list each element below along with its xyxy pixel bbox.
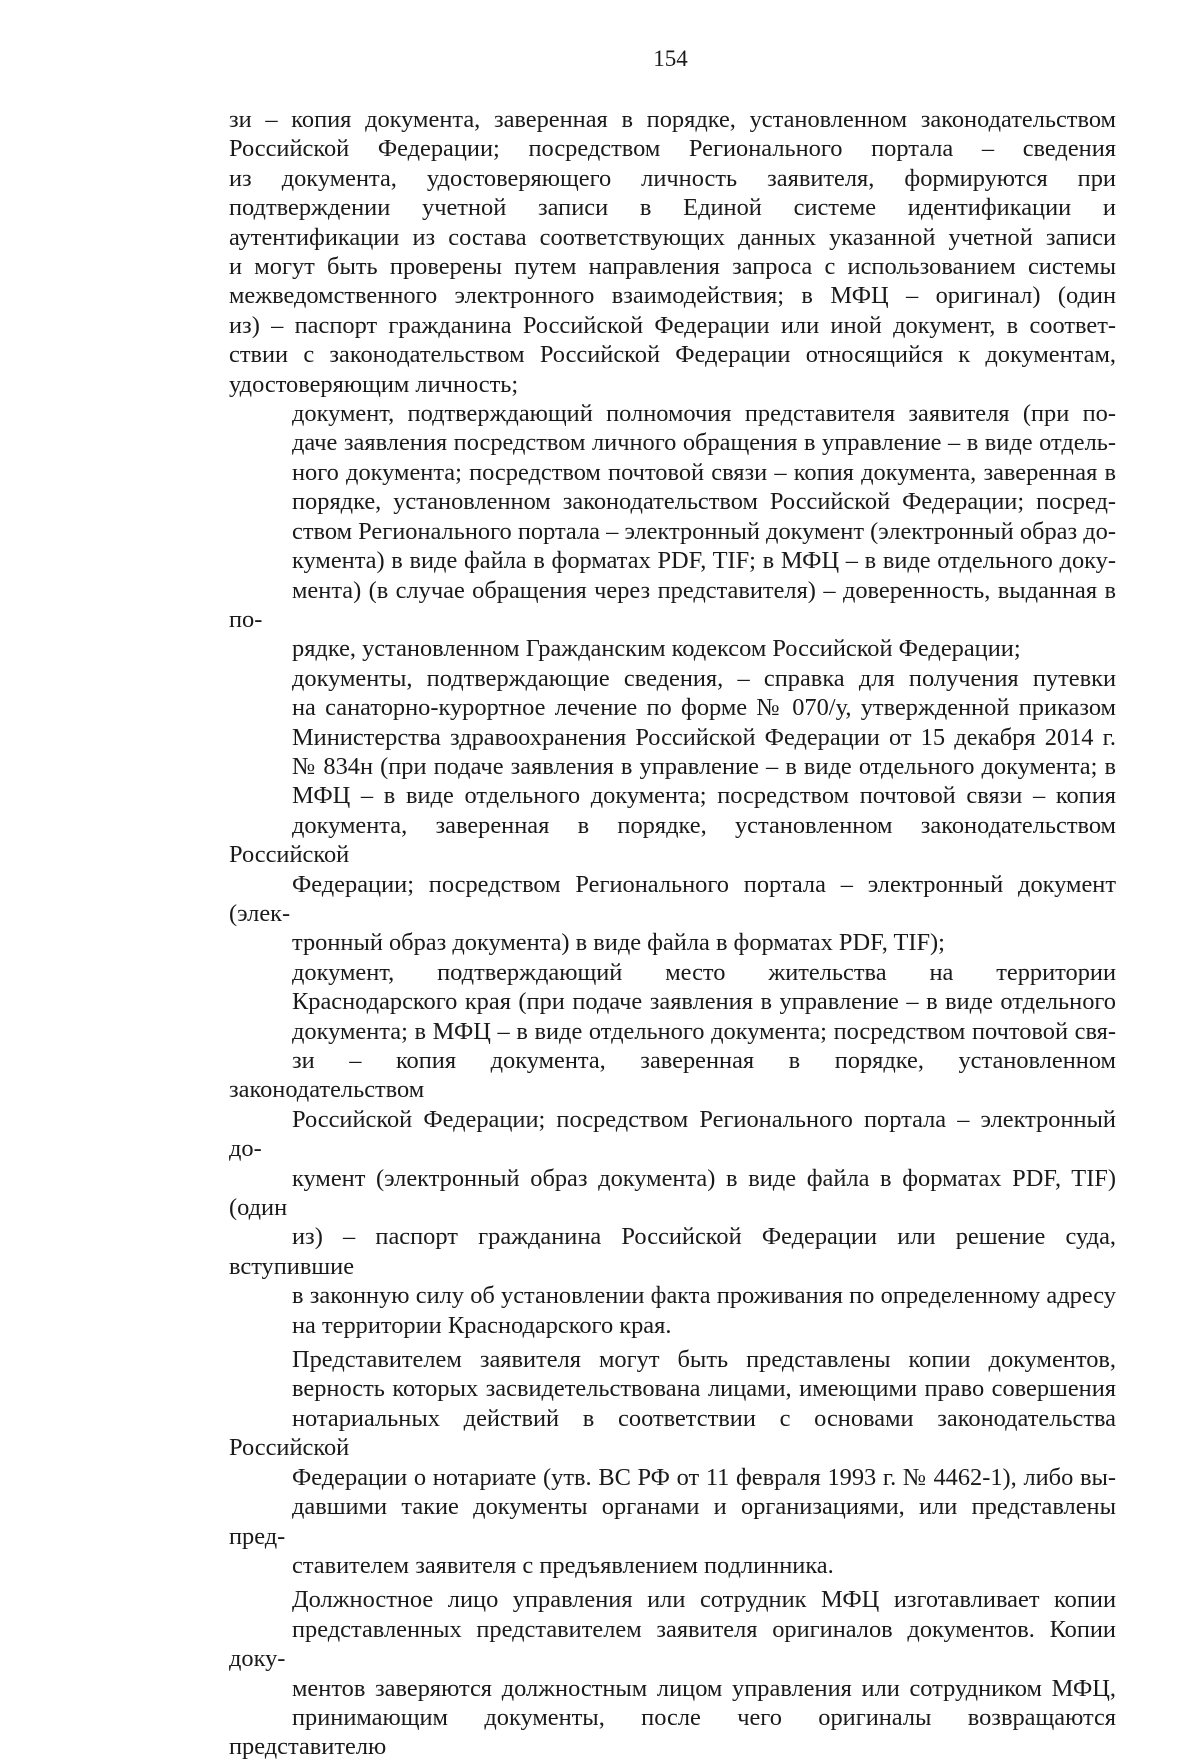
- paragraph-official-copies: [229, 1585, 1116, 1761]
- text-line: принимающим документы, после чего оригиналы возвращаются представителю: [229, 1703, 1116, 1761]
- text-line: Представителем заявителя могут быть представлены копии документов,: [292, 1346, 1116, 1374]
- text-line: ставителем заявителя с предъявлением подлинника.: [292, 1551, 834, 1579]
- text-line: представленных представителем заявителя оригиналов документов. Копии доку-: [229, 1615, 1116, 1673]
- text-line: документ, подтверждающий полномочия представителя заявителя (при по-: [292, 400, 1116, 428]
- text-line: в законную силу об установлении факта проживания по определенному адресу: [292, 1282, 1116, 1310]
- text-line: Российской Федерации; посредством Регионального портала – сведения: [229, 135, 1116, 163]
- text-line: МФЦ – в виде отдельного документа; посредством почтовой связи – копия: [292, 782, 1116, 810]
- body-text: [229, 105, 1116, 1762]
- text-line: порядке, установленном законодательством Российской Федерации; посред-: [292, 488, 1116, 516]
- text-line: подтверждении учетной записи в Единой системе идентификации и: [229, 194, 1116, 222]
- text-line: документ, подтверждающий место жительства на территории: [292, 958, 1116, 986]
- text-line: № 834н (при подаче заявления в управление – в виде отдельного документа; в: [292, 752, 1116, 780]
- paragraph-identity-document: [229, 105, 1116, 399]
- text-line: давшими такие документы органами и организациями, или представлены пред-: [229, 1493, 1116, 1550]
- text-line: ством Регионального портала – электронный документ (электронный образ до-: [292, 517, 1116, 545]
- paragraph-medical-certificate: [229, 664, 1116, 958]
- text-line: даче заявления посредством личного обращения в управление – в виде отдель-: [292, 429, 1116, 457]
- text-line: аутентификации из состава соответствующих данных указанной учетной записи: [229, 223, 1116, 251]
- text-line: ного документа; посредством почтовой связи – копия документа, заверенная в: [292, 458, 1116, 486]
- text-line: Краснодарского края (при подаче заявления в управление – в виде отдельного: [292, 988, 1116, 1016]
- text-line: документа; в МФЦ – в виде отдельного документа; посредством почтовой свя-: [292, 1017, 1116, 1045]
- text-line: документа, заверенная в порядке, установленном законодательством Российской: [229, 811, 1116, 869]
- text-line: из документа, удостоверяющего личность заявителя, формируются при: [229, 164, 1116, 192]
- text-line: Должностное лицо управления или сотрудник МФЦ изготавливает копии: [292, 1586, 1116, 1614]
- text-line: Министерства здравоохранения Российской Федерации от 15 декабря 2014 г.: [292, 723, 1116, 751]
- paragraph-residence-document: [229, 958, 1116, 1340]
- text-line: зи – копия документа, заверенная в порядке, установленном законодательством: [229, 106, 1116, 133]
- text-line: нотариальных действий в соответствии с основами законодательства Российской: [229, 1404, 1116, 1462]
- text-line: Федерации; посредством Регионального портала – электронный документ (элек-: [229, 870, 1116, 927]
- text-line: из) – паспорт гражданина Российской Федерации или иной документ, в соответ-: [229, 311, 1116, 339]
- text-line: на санаторно-курортное лечение по форме № 070/у, утвержденной приказом: [292, 694, 1116, 722]
- text-line: мента) (в случае обращения через представителя) – доверенность, выданная в по-: [229, 576, 1116, 633]
- text-line: на территории Краснодарского края.: [292, 1311, 672, 1339]
- text-line: из) – паспорт гражданина Российской Федерации или решение суда, вступившие: [229, 1223, 1116, 1280]
- text-line: зи – копия документа, заверенная в порядке, установленном законодательством: [229, 1047, 1116, 1104]
- paragraph-notarized-copies: [229, 1345, 1116, 1580]
- text-line: ментов заверяются должностным лицом управления или сотрудником МФЦ,: [292, 1674, 1116, 1702]
- text-line: ствии с законодательством Российской Федерации относящийся к документам,: [229, 341, 1116, 369]
- paragraph-representative-authority: [229, 399, 1116, 664]
- text-line: кумент (электронный образ документа) в виде файла в форматах PDF, TIF) (один: [229, 1164, 1116, 1222]
- text-line: документы, подтверждающие сведения, – справка для получения путевки: [292, 664, 1116, 692]
- text-line: Федерации о нотариате (утв. ВС РФ от 11 февраля 1993 г. № 4462-1), либо вы-: [292, 1463, 1116, 1491]
- text-line: и могут быть проверены путем направления запроса с использованием системы: [229, 253, 1116, 281]
- text-line: верность которых засвидетельствована лицами, имеющими право совершения: [292, 1375, 1116, 1403]
- text-line: кумента) в виде файла в форматах PDF, TIF; в МФЦ – в виде отдельного доку-: [292, 547, 1116, 575]
- page-number: 154: [653, 46, 688, 71]
- text-line: межведомственного электронного взаимодействия; в МФЦ – оригинал) (один: [229, 282, 1116, 310]
- text-line: тронный образ документа) в виде файла в форматах PDF, TIF);: [292, 929, 945, 957]
- text-line: Российской Федерации; посредством Регионального портала – электронный до-: [229, 1105, 1116, 1163]
- text-line: удостоверяющим личность;: [229, 370, 519, 398]
- text-line: рядке, установленном Гражданским кодексом Российской Федерации;: [292, 635, 1021, 663]
